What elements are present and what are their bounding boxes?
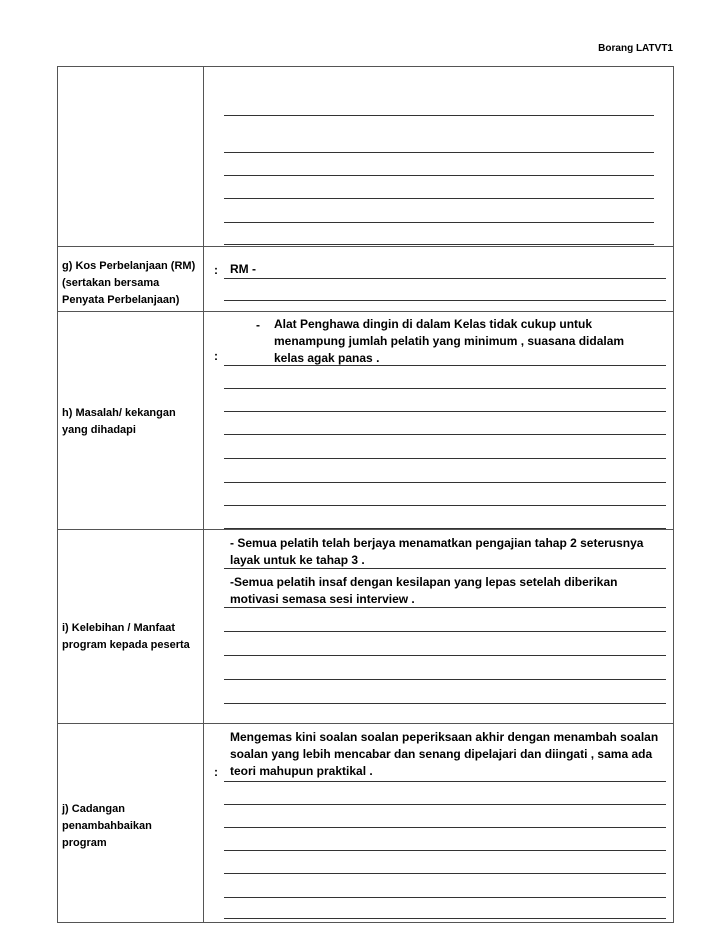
table-border-bottom — [57, 922, 674, 923]
row-separator — [57, 246, 674, 247]
row-i-text-2: -Semua pelatih insaf dengan kesilapan yang lepas setelah diberikan motivasi semasa sesi interview . — [230, 575, 618, 606]
ruled-line — [224, 434, 666, 435]
ruled-line — [224, 607, 666, 608]
ruled-line — [224, 804, 666, 805]
ruled-line — [224, 411, 666, 412]
ruled-line — [224, 482, 666, 483]
row-separator — [57, 529, 674, 530]
row-i-label: i) Kelebihan / Manfaat program kepada peserta — [62, 622, 190, 651]
table-divider — [203, 66, 204, 923]
ruled-line — [224, 781, 666, 782]
ruled-line — [224, 458, 666, 459]
ruled-line — [224, 244, 654, 245]
ruled-line — [224, 528, 666, 529]
form-code: Borang LATVT1 — [598, 43, 673, 54]
row-g-value: RM - — [230, 262, 256, 276]
row-separator — [57, 311, 674, 312]
ruled-line — [224, 388, 666, 389]
ruled-line — [224, 918, 666, 919]
ruled-line — [224, 278, 666, 279]
ruled-line — [224, 505, 666, 506]
ruled-line — [224, 679, 666, 680]
ruled-line — [224, 873, 666, 874]
ruled-line — [224, 897, 666, 898]
ruled-line — [224, 365, 666, 366]
ruled-line — [224, 631, 666, 632]
row-g-colon: : — [214, 263, 218, 277]
row-i-text-1: - Semua pelatih telah berjaya menamatkan pengajian tahap 2 seterusnya layak untuk ke tahap 3 . — [230, 536, 644, 567]
ruled-line — [224, 222, 654, 223]
row-h-text: Alat Penghawa dingin di dalam Kelas tidak cukup untuk menampung jumlah pelatih yang minimum , suasana didalam kelas agak panas . — [274, 317, 625, 365]
table-border-right — [673, 66, 674, 923]
ruled-line — [224, 115, 654, 116]
row-j-colon: : — [214, 765, 218, 779]
table-border-left — [57, 66, 58, 923]
ruled-line — [224, 568, 666, 569]
row-h-label: h) Masalah/ kekangan yang dihadapi — [62, 407, 176, 436]
ruled-line — [224, 175, 654, 176]
row-j-label: j) Cadangan penambahbaikan program — [62, 803, 152, 849]
ruled-line — [224, 850, 666, 851]
ruled-line — [224, 300, 666, 301]
ruled-line — [224, 152, 654, 153]
row-separator — [57, 723, 674, 724]
ruled-line — [224, 198, 654, 199]
ruled-line — [224, 655, 666, 656]
row-g-label: g) Kos Perbelanjaan (RM) (sertakan bersama Penyata Perbelanjaan) — [62, 260, 196, 306]
table-border-top — [57, 66, 674, 67]
ruled-line — [224, 827, 666, 828]
row-j-text: Mengemas kini soalan soalan peperiksaan akhir dengan menambah soalan soalan yang lebih mencabar dan senang dipelajari dan diingati , sama ada teori mahupun praktikal . — [230, 730, 659, 778]
row-h-dash: - — [256, 318, 260, 332]
row-h-colon: : — [214, 349, 218, 363]
ruled-line — [224, 703, 666, 704]
